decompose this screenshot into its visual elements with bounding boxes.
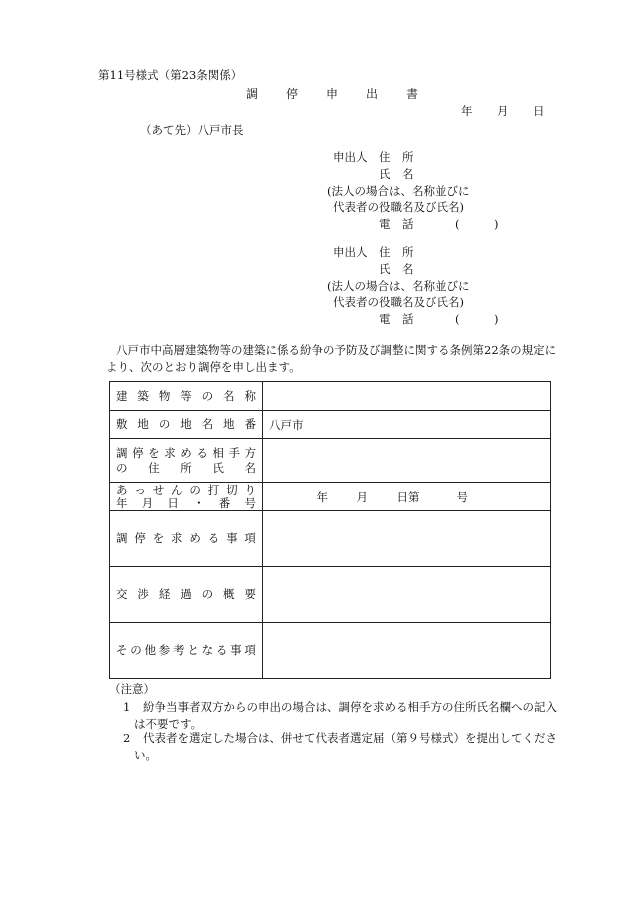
site-address-field[interactable]: 八戸市 xyxy=(263,411,551,439)
table-row xyxy=(110,411,551,439)
form-number: 第11号様式（第23条関係） xyxy=(98,68,243,82)
address-label: 住 所 xyxy=(379,150,414,164)
label-line: あ っ せ ん の 打 切 り xyxy=(116,482,256,497)
title-char: 調 xyxy=(246,87,259,101)
label-line: 敷 地 の 地 名 地 番 xyxy=(116,417,256,432)
corp-note-2: 代表者の役職名及び氏名) xyxy=(333,295,464,309)
table-row xyxy=(110,623,551,679)
applicant-label: 申出人 xyxy=(333,150,368,164)
table-row xyxy=(110,567,551,623)
note-item-1 xyxy=(123,699,557,732)
building-name-field[interactable] xyxy=(263,382,551,411)
name-label: 氏 名 xyxy=(379,262,414,276)
corp-note-1: (法人の場合は、名称並びに xyxy=(327,184,470,198)
body-line-1: 八戸市中高層建築物等の建築に係る紛争の予防及び調整に関する条例第22条の規定に xyxy=(116,343,557,357)
label-line: 調 停 を 求 め る 事 項 xyxy=(116,531,256,546)
row-label xyxy=(110,439,263,483)
row-label xyxy=(110,411,263,439)
label-line: 年 月 日 ・ 番 号 xyxy=(116,495,256,510)
title-char: 申 xyxy=(326,87,339,101)
record-number: 号 xyxy=(456,489,468,504)
note-number: 2 xyxy=(123,731,131,745)
row-label xyxy=(110,567,263,623)
title-char: 停 xyxy=(286,87,299,101)
date-line xyxy=(461,106,569,118)
name-label: 氏 名 xyxy=(379,167,414,181)
applicant-label: 申出人 xyxy=(333,245,368,259)
label-line: 建 築 物 等 の 名 称 xyxy=(116,388,256,403)
label-line: 調 停 を 求 め る 相 手 方 xyxy=(116,446,256,461)
note-number: 1 xyxy=(123,700,131,714)
phone-paren: ( ) xyxy=(455,217,499,231)
corp-note-2: 代表者の役職名及び氏名) xyxy=(333,200,464,214)
label-line: 交 渉 経 過 の 概 要 xyxy=(116,587,256,602)
table-row xyxy=(110,382,551,411)
mediation-matters-field[interactable] xyxy=(263,511,551,567)
row-label xyxy=(110,623,263,679)
row-label xyxy=(110,511,263,567)
record-month: 月 xyxy=(356,489,368,504)
mediation-termination-record-field[interactable] xyxy=(263,483,551,511)
note-item-2 xyxy=(123,730,557,763)
date-month: 月 xyxy=(497,104,509,118)
row-label xyxy=(110,483,263,511)
title-char: 出 xyxy=(366,87,379,101)
table-row xyxy=(110,483,551,511)
record-year: 年 xyxy=(316,489,328,504)
phone-label: 電 話 xyxy=(379,217,414,231)
other-reference-field[interactable] xyxy=(263,623,551,679)
note-text-line: い。 xyxy=(134,747,157,762)
date-year: 年 xyxy=(461,104,473,118)
address-label: 住 所 xyxy=(379,245,414,259)
label-line: の 住 所 氏 名 xyxy=(116,460,256,475)
note-text-line: は不要です。 xyxy=(134,716,203,731)
notes-heading: （注意） xyxy=(109,682,155,696)
document-title xyxy=(246,88,446,101)
note-text-line: 紛争当事者双方からの申出の場合は、調停を求める相手方の住所氏名欄への記入 xyxy=(143,700,557,714)
table-row xyxy=(110,511,551,567)
table-row xyxy=(110,439,551,483)
record-day-no: 日第 xyxy=(396,489,420,504)
addressee: （あて先）八戸市長 xyxy=(140,123,244,137)
date-day: 日 xyxy=(533,104,545,118)
note-text-line: 代表者を選定した場合は、併せて代表者選定届（第９号様式）を提出してくださ xyxy=(143,731,557,745)
phone-paren: ( ) xyxy=(455,312,499,326)
title-char: 書 xyxy=(406,87,419,101)
body-line-2: より、次のとおり調停を申し出ます。 xyxy=(106,360,301,374)
application-table xyxy=(109,381,551,679)
label-line: そ の 他 参 考 と な る 事 項 xyxy=(116,643,256,658)
record-number-line xyxy=(263,489,550,505)
row-label xyxy=(110,382,263,411)
opponent-address-name-field[interactable] xyxy=(263,439,551,483)
phone-label: 電 話 xyxy=(379,312,414,326)
corp-note-1: (法人の場合は、名称並びに xyxy=(327,279,470,293)
negotiation-summary-field[interactable] xyxy=(263,567,551,623)
